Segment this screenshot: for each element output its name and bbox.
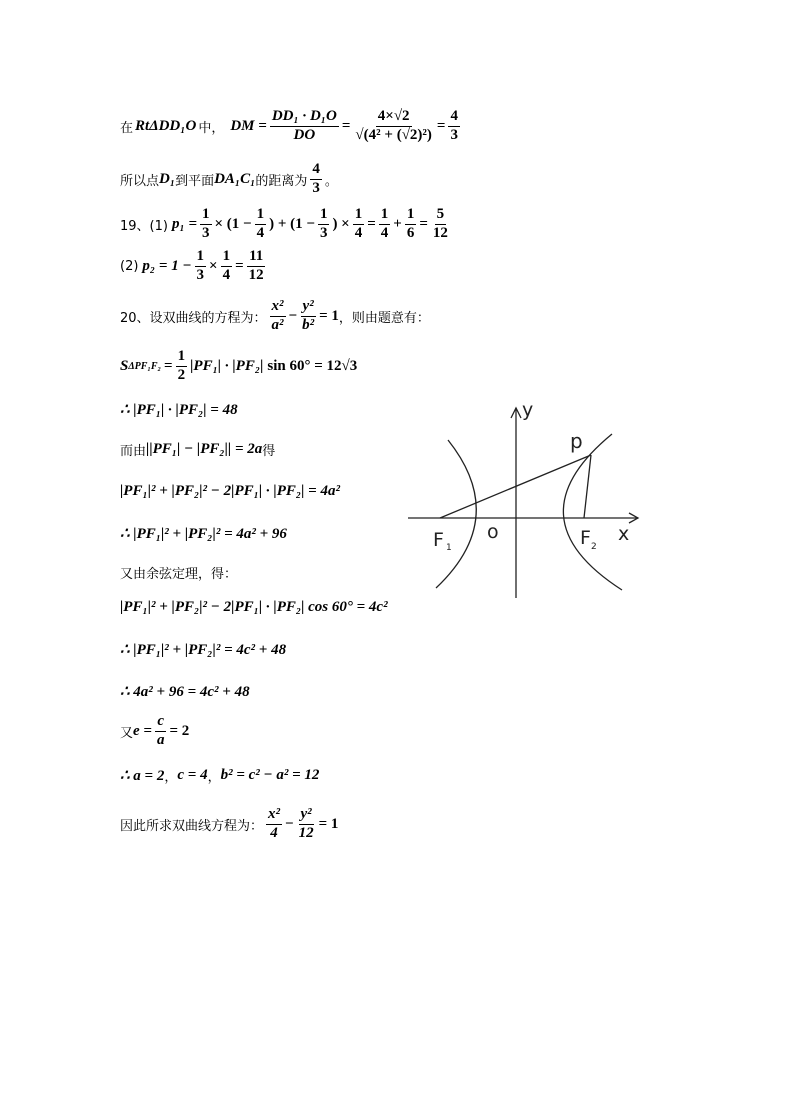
denominator: 3: [319, 224, 328, 241]
difference-expr: ||PF₁| − |PF₂|| = 2a: [146, 440, 263, 457]
fraction: [431, 207, 450, 242]
question-label: (2): [120, 258, 139, 274]
line-eq3: |PF₁|² + |PF₂|² − 2|PF₁| · |PF₂| cos 60° = 4c²: [120, 598, 388, 615]
fraction: [247, 249, 266, 284]
equals: =: [367, 215, 376, 232]
numerator: y²: [299, 807, 314, 825]
denominator: a²: [271, 316, 284, 333]
numerator: 5: [435, 207, 447, 225]
numerator: DD₁ · D₁O: [270, 109, 339, 127]
point-d1: D₁: [159, 170, 176, 187]
line-difference: [120, 436, 275, 462]
fraction: [221, 249, 233, 284]
separator: ，: [164, 769, 178, 785]
label-f2: F: [580, 527, 591, 549]
line-values: [120, 762, 319, 788]
text: 。: [324, 173, 338, 189]
operator: ) ×: [332, 215, 350, 232]
numerator: 1: [255, 207, 267, 225]
triangle-name: RtΔDD₁O: [135, 117, 197, 134]
label-p: p: [570, 429, 583, 453]
text: 又: [120, 725, 134, 741]
denominator: 3: [202, 224, 210, 241]
minus: −: [288, 307, 298, 324]
text: 的距离为: [255, 173, 308, 189]
equals: =: [341, 117, 351, 134]
fraction: [176, 349, 188, 384]
numerator: x²: [270, 299, 286, 317]
denominator: a: [156, 731, 165, 748]
denominator: 12: [298, 824, 314, 841]
denominator: 4: [354, 224, 363, 241]
label-f2-subscript: 2: [591, 542, 597, 552]
line-distance-result: [120, 158, 338, 200]
line-distance-dm: [120, 102, 463, 150]
label-o: o: [487, 521, 499, 543]
numerator: 1: [221, 249, 233, 267]
line-q20-setup: [120, 294, 430, 338]
denominator: 3: [450, 126, 458, 143]
plane-name: DA₁C₁: [214, 170, 256, 187]
denominator: 4: [256, 224, 265, 241]
plus: +: [393, 215, 402, 232]
pf-product: |PF₁| · |PF₂|: [190, 357, 264, 374]
fraction: [405, 207, 417, 242]
denominator: 2: [177, 366, 186, 383]
line-q19-part2: [120, 246, 269, 286]
fraction: [379, 207, 391, 242]
denominator: b²: [302, 316, 315, 333]
times: ×: [209, 257, 218, 274]
line-q19-part1: [120, 204, 453, 244]
label-x: x: [618, 523, 630, 545]
denominator: 4: [222, 266, 231, 283]
denominator: 3: [196, 266, 205, 283]
fraction-4-3: [310, 162, 322, 197]
fraction: [318, 207, 330, 242]
operator: × (1 −: [214, 215, 252, 232]
left-branch: [436, 440, 476, 588]
minus: −: [285, 815, 294, 832]
denominator: 3: [312, 179, 320, 196]
text: 因此所求双曲线方程为：: [120, 818, 264, 834]
line-eq1: |PF₁|² + |PF₂|² − 2|PF₁| · |PF₂| = 4a²: [120, 482, 340, 499]
numerator: 1: [405, 207, 417, 225]
equals: =: [436, 117, 446, 134]
fraction-y2-b2: [300, 299, 316, 334]
e-label: e =: [133, 722, 152, 739]
fraction: [200, 207, 212, 242]
hyperbola-figure: [400, 392, 650, 602]
question-label: 19、(1): [120, 218, 168, 234]
fraction: [353, 207, 365, 242]
numerator: 1: [353, 207, 365, 225]
a-value: ∴ a = 2: [120, 767, 165, 784]
numerator: 1: [318, 207, 330, 225]
text: 在: [120, 120, 134, 136]
equals-one: = 1: [319, 307, 339, 324]
denominator: 4: [380, 224, 389, 241]
line-area: [120, 346, 357, 386]
operator: ) + (1 −: [269, 215, 315, 232]
area-symbol: S: [120, 357, 129, 374]
text: 得: [262, 443, 276, 459]
right-branch: [563, 434, 622, 590]
sin-expression: sin 60° = 12√3: [267, 357, 358, 374]
fraction: [255, 207, 267, 242]
line-final-equation: [120, 800, 338, 848]
equals: =: [235, 257, 244, 274]
fraction-x2-4: [266, 807, 282, 842]
numerator: 1: [379, 207, 391, 225]
numerator: y²: [301, 299, 316, 317]
dm-label: DM =: [230, 117, 267, 134]
line-product: ∴ |PF₁| · |PF₂| = 48: [120, 401, 238, 418]
numerator: 4×√2: [376, 109, 412, 127]
label-y: y: [522, 399, 534, 421]
equals-one: = 1: [318, 815, 339, 832]
equals: =: [419, 215, 428, 232]
fraction-dd1-d1o: [270, 109, 339, 144]
denominator: DO: [293, 126, 316, 143]
denominator: 12: [432, 224, 448, 241]
separator: ，: [207, 769, 221, 785]
line-eq4: ∴ |PF₁|² + |PF₂|² = 4c² + 48: [120, 641, 287, 658]
line-eccentricity: [120, 710, 189, 752]
denominator: 4: [270, 824, 278, 841]
equals: =: [164, 357, 173, 374]
line-eq5: ∴ 4a² + 96 = 4c² + 48: [120, 683, 250, 700]
text: 所以点: [120, 173, 160, 189]
numerator: 1: [176, 349, 188, 367]
b-value: b² = c² − a² = 12: [220, 766, 320, 783]
area-subscript: ΔPF₁F₂: [128, 360, 162, 372]
fraction-x2-a2: [270, 299, 286, 334]
numerator: c: [155, 714, 166, 732]
text: 中，: [198, 120, 225, 136]
text: 而由: [120, 443, 147, 459]
denominator: √(4² + (√2)²): [355, 126, 432, 143]
numerator: 1: [200, 207, 212, 225]
equals-two: = 2: [169, 722, 190, 739]
text: 到平面: [175, 173, 215, 189]
label-f1-subscript: 1: [446, 543, 452, 553]
text: ，则由题意有：: [338, 310, 430, 326]
p2-label: p₂ = 1 −: [142, 257, 192, 274]
p1-label: p₁ =: [171, 215, 197, 232]
fraction-4-3: [448, 109, 460, 144]
fraction-y2-12: [297, 807, 316, 842]
numerator: 4: [448, 109, 460, 127]
numerator: 4: [310, 162, 322, 180]
question-label: 20、设双曲线的方程为：: [120, 310, 267, 326]
numerator: 11: [247, 249, 265, 267]
numerator: x²: [266, 807, 282, 825]
numerator: 1: [195, 249, 207, 267]
denominator: 6: [406, 224, 415, 241]
fraction: [195, 249, 207, 284]
c-value: c = 4: [177, 766, 208, 783]
label-f1: F: [433, 529, 444, 551]
line-cosine-intro: 又由余弦定理，得：: [120, 566, 238, 582]
denominator: 12: [248, 266, 264, 283]
fraction-c-a: [155, 714, 167, 749]
line-eq2: ∴ |PF₁|² + |PF₂|² = 4a² + 96: [120, 525, 287, 542]
fraction-4-sqrt2: [353, 109, 434, 144]
line-p-f2: [584, 455, 591, 518]
